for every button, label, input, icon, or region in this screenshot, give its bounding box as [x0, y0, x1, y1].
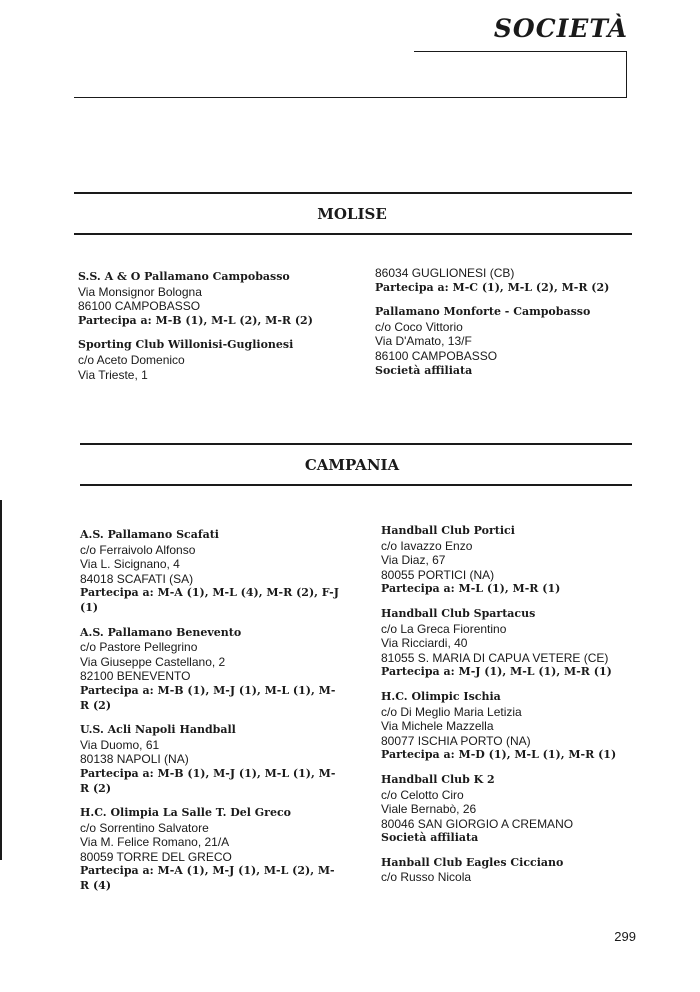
address-line: 81055 S. MARIA DI CAPUA VETERE (CE)	[381, 650, 609, 665]
participation-line: Partecipa a: M-B (1), M-J (1), M-L (1), M-R (2)	[80, 683, 336, 712]
society-entry	[78, 270, 353, 328]
region-heading-campania: CAMPANIA	[304, 456, 400, 474]
address-line: Via Michele Mazzella	[381, 719, 494, 734]
society-name: A.S. Pallamano Benevento	[80, 625, 242, 639]
address-line: Via Monsignor Bologna	[78, 284, 202, 299]
page-number: 299	[614, 929, 636, 944]
society-entry	[80, 528, 340, 616]
affiliation-status: Società affiliata	[381, 831, 479, 845]
society-entry	[80, 806, 340, 894]
society-entry	[375, 305, 645, 378]
campania-bottom-rule	[80, 484, 632, 486]
address-line: 80046 SAN GIORGIO A CREMANO	[381, 816, 574, 831]
address-line: c/o Coco Vittorio	[375, 319, 463, 334]
society-name: Hanball Club Eagles Cicciano	[381, 855, 564, 869]
society-entry	[80, 723, 340, 796]
address-line: Via Ricciardi, 40	[381, 636, 468, 651]
address-line: 82100 BENEVENTO	[80, 669, 191, 684]
campania-top-rule	[80, 443, 632, 445]
address-line: 80059 TORRE DEL GRECO	[80, 849, 232, 864]
society-entry	[381, 690, 651, 763]
participation-line: Partecipa a: M-J (1), M-L (1), M-R (1)	[381, 665, 612, 679]
society-name: A.S. Pallamano Scafati	[80, 528, 219, 541]
address-line: c/o Ferraivolo Alfonso	[80, 542, 196, 557]
address-line: Via Giuseppe Castellano, 2	[80, 654, 226, 669]
society-name: U.S. Acli Napoli Handball	[80, 723, 236, 737]
address-line: 86100 CAMPOBASSO	[78, 299, 201, 314]
molise-top-rule	[74, 192, 632, 194]
address-line: 80077 ISCHIA PORTO (NA)	[381, 733, 531, 748]
address-line: c/o Sorrentino Salvatore	[80, 820, 209, 835]
society-name: Sporting Club Willonisi-Guglionesi	[78, 338, 294, 352]
address-line: Via Trieste, 1	[78, 367, 148, 382]
address-line: Via M. Felice Romano, 21/A	[80, 835, 230, 850]
molise-right-column	[375, 266, 645, 388]
address-line: 86034 GUGLIONESI (CB)	[375, 266, 515, 280]
society-name: Handball Club Portici	[381, 524, 515, 537]
society-entry	[381, 607, 651, 680]
binding-margin-line	[0, 500, 2, 860]
society-name: S.S. A & O Pallamano Campobasso	[78, 270, 290, 283]
society-entry	[78, 338, 353, 382]
society-entry	[381, 524, 651, 597]
address-line: 80055 PORTICI (NA)	[381, 567, 495, 582]
address-line: c/o Celotto Ciro	[381, 787, 464, 802]
address-line: Via D'Amato, 13/F	[375, 334, 472, 349]
affiliation-status: Società affiliata	[375, 363, 473, 377]
participation-line: Partecipa a: M-L (1), M-R (1)	[381, 582, 561, 596]
participation-line: Partecipa a: M-D (1), M-L (1), M-R (1)	[381, 748, 617, 762]
participation-line: Partecipa a: M-C (1), M-L (2), M-R (2)	[375, 280, 610, 294]
address-line: Via L. Sicignano, 4	[80, 557, 180, 572]
page-title: SOCIETÀ	[493, 14, 628, 43]
participation-line: Partecipa a: M-A (1), M-J (1), M-L (2), M-R (4)	[80, 864, 335, 893]
society-name: H.C. Olimpic Ischia	[381, 689, 501, 703]
molise-bottom-rule	[74, 233, 632, 235]
address-line: Via Duomo, 61	[80, 737, 160, 752]
header-bracket	[414, 51, 627, 98]
society-name: Handball Club K 2	[381, 772, 495, 786]
address-line: c/o Pastore Pellegrino	[80, 640, 198, 655]
society-entry	[80, 626, 340, 714]
society-name: Handball Club Spartacus	[381, 606, 536, 620]
participation-line: Partecipa a: M-B (1), M-L (2), M-R (2)	[78, 313, 313, 327]
participation-line: Partecipa a: M-A (1), M-L (4), M-R (2), F-J (1)	[80, 586, 339, 614]
campania-left-column	[80, 528, 340, 904]
address-line: Viale Bernabò, 26	[381, 802, 477, 817]
header-rule	[74, 97, 626, 98]
society-entry	[381, 856, 651, 885]
address-line: c/o Russo Nicola	[381, 870, 472, 885]
region-heading-molise: MOLISE	[317, 205, 387, 223]
address-line: c/o La Greca Fiorentino	[381, 621, 507, 636]
participation-line: Partecipa a: M-B (1), M-J (1), M-L (1), M-R (2)	[80, 766, 336, 795]
campania-right-column	[381, 524, 651, 895]
address-line: Via Diaz, 67	[381, 553, 446, 568]
address-line: c/o Di Meglio Maria Letizia	[381, 704, 522, 719]
molise-left-column	[78, 270, 353, 392]
address-line: c/o Aceto Domenico	[78, 352, 185, 367]
society-name: H.C. Olimpia La Salle T. Del Greco	[80, 806, 291, 820]
address-line: 86100 CAMPOBASSO	[375, 348, 498, 363]
society-entry	[375, 266, 645, 295]
society-entry	[381, 773, 651, 846]
address-line: c/o Iavazzo Enzo	[381, 538, 473, 553]
society-name: Pallamano Monforte - Campobasso	[375, 305, 591, 319]
address-line: 80138 NAPOLI (NA)	[80, 752, 189, 767]
address-line: 84018 SCAFATI (SA)	[80, 571, 194, 586]
